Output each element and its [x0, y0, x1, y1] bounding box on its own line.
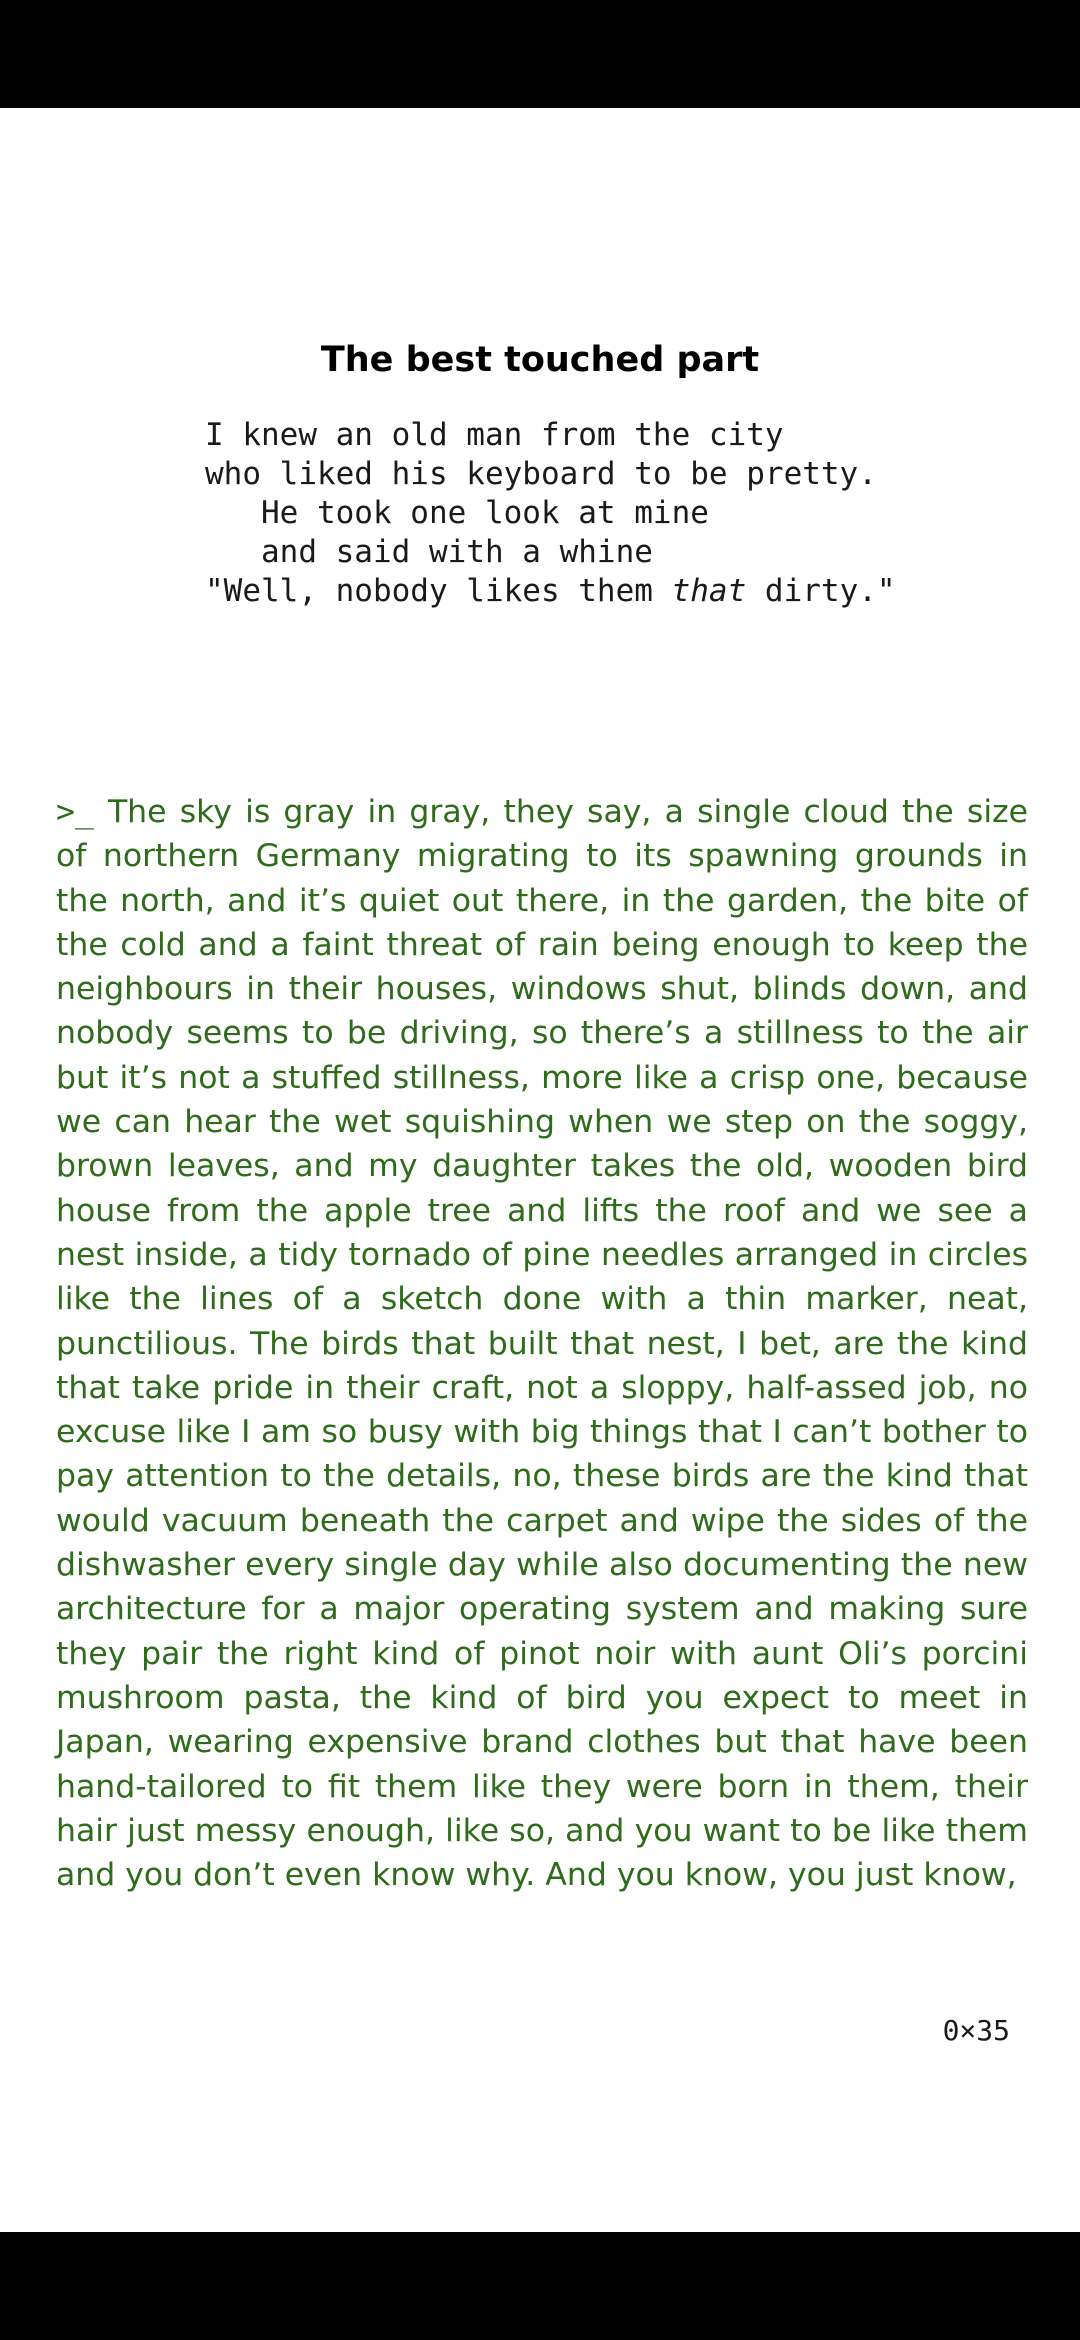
poem-line-start: "Well, nobody likes them: [205, 573, 672, 609]
navigation-bar: [0, 2232, 1080, 2340]
status-bar: [0, 0, 1080, 108]
page-title: The best touched part: [320, 340, 760, 380]
limerick: [205, 416, 896, 611]
prose-paragraph: [56, 790, 1028, 1897]
terminal-prompt-icon: >_: [56, 794, 94, 830]
poem-line: who liked his keyboard to be pretty.: [205, 456, 877, 492]
poem-line: He took one look at mine: [205, 495, 709, 531]
poem-line: and said with a whine: [205, 534, 653, 570]
poem-line-end: dirty.": [746, 573, 896, 609]
counter-readout: 0×35: [942, 2014, 1010, 2047]
prose-text: The sky is gray in gray, they say, a single cloud the size of northern Germany migrating to its spawning grounds in the north, and it’s quiet out there, in the garden, the bite of the cold and a faint threat of rain being enough to keep the neighbours in their houses, windows shut, blinds down, and nobody seems to be driving, so there’s a stillness to the air but it’s not a stuffed stillness, more like a crisp one, because we can hear the wet squishing when we step on the soggy, brown leaves, and my daughter takes the old, wooden bird house from the apple tree and lifts the roof and we see a nest inside, a tidy tornado of pine needles arranged in circles like the lines of a sketch done with a thin marker, neat, punctilious. The birds that built that nest, I bet, are the kind that take pride in their craft, not a sloppy, half-assed job, no excuse like I am so busy with big things that I can’t bother to pay attention to the details, no, these birds are the kind that would vacuum beneath the carpet and wipe the sides of the dishwasher every single day while also documenting the new architecture for a major operating system and making sure they pair the right kind of pinot noir with aunt Oli’s porcini mushroom pasta, the kind of bird you expect to meet in Japan, wearing expensive brand clothes but that have been hand-tailored to fit them like they were born in them, their hair just messy enough, like so, and you want to be like them and you don’t even know why. And you know, you just know,: [56, 794, 1028, 1894]
poem-line: I knew an old man from the city: [205, 417, 784, 453]
poem-line-last: [205, 572, 896, 611]
poem-emphasis: that: [671, 573, 747, 609]
